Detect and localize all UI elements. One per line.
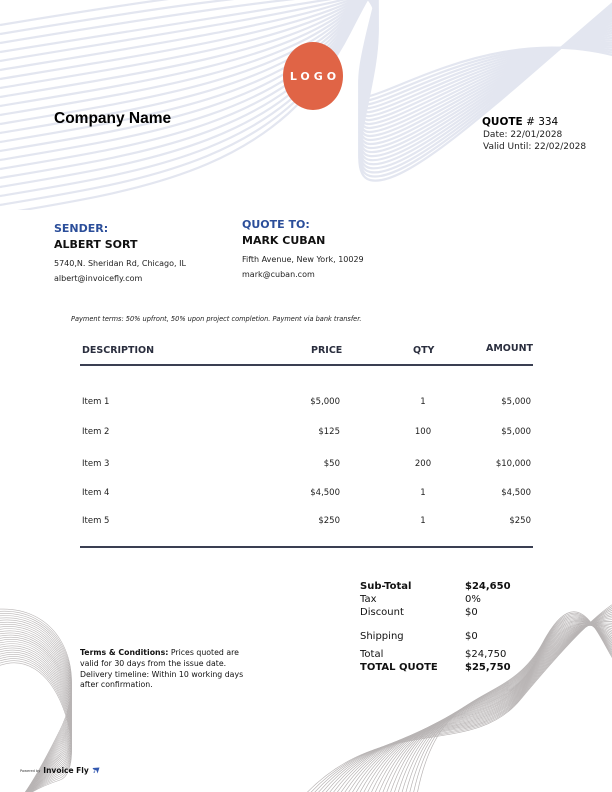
sender-address: 5740,N. Sheridan Rd, Chicago, IL [54, 259, 186, 268]
sender-label: SENDER: [54, 222, 109, 235]
company-name: Company Name [54, 110, 172, 127]
cell-qty: 1 [420, 488, 426, 498]
cell-description: Item 4 [82, 488, 110, 498]
quote-number-value: # 334 [526, 116, 559, 128]
powered-by-label: Powered by [20, 768, 41, 773]
company-logo [283, 42, 343, 110]
recipient-address: Fifth Avenue, New York, 10029 [242, 255, 364, 264]
quote-label: QUOTE [482, 116, 523, 128]
cell-description: Item 1 [82, 397, 110, 407]
cell-qty: 1 [420, 397, 426, 407]
table-header-rule [80, 364, 533, 366]
cell-amount: $4,500 [501, 488, 531, 498]
shipping-value: $0 [465, 631, 478, 642]
quote-number [482, 116, 586, 128]
terms-label: Terms & Conditions: [80, 648, 169, 657]
grand-total-value: $25,750 [465, 662, 511, 673]
shipping-label: Shipping [360, 631, 404, 642]
sender-email: albert@invoicefly.com [54, 274, 143, 283]
subtotal-row [360, 580, 511, 593]
column-header-price: PRICE [311, 345, 343, 356]
quote-meta [482, 116, 586, 152]
quote-valid-until: Valid Until: 22/02/2028 [483, 142, 587, 152]
recipient-name: MARK CUBAN [242, 234, 326, 247]
brand-name: Invoice Fly [43, 766, 89, 775]
sender-block [54, 222, 186, 283]
total-value: $24,750 [465, 649, 507, 660]
invoice-fly-logo-icon [92, 767, 100, 774]
totals-block [360, 580, 511, 674]
cell-amount: $10,000 [495, 459, 531, 469]
cell-qty: 100 [414, 427, 432, 437]
tax-label: Tax [360, 594, 377, 605]
subtotal-value: $24,650 [465, 581, 511, 592]
grand-total-row [360, 661, 511, 674]
logo-text: LOGO [289, 69, 341, 83]
tax-value: 0% [465, 594, 481, 605]
cell-price: $50 [323, 459, 340, 469]
cell-qty: 200 [414, 459, 432, 469]
column-header-amount: AMOUNT [486, 343, 534, 354]
cell-price: $5,000 [310, 397, 340, 407]
cell-price: $250 [318, 516, 340, 526]
tax-row [360, 593, 511, 606]
cell-description: Item 5 [82, 516, 110, 526]
total-row [360, 648, 511, 661]
cell-qty: 1 [420, 516, 426, 526]
cell-amount: $250 [509, 516, 531, 526]
shipping-row [360, 630, 511, 643]
total-label: Total [360, 649, 384, 660]
payment-terms: Payment terms: 50% upfront, 50% upon project completion. Payment via bank transfer. [71, 315, 362, 323]
discount-label: Discount [360, 607, 404, 618]
grand-total-label: TOTAL QUOTE [360, 662, 438, 673]
column-header-qty: QTY [413, 345, 435, 356]
recipient-label: QUOTE TO: [242, 218, 310, 231]
discount-value: $0 [465, 607, 478, 618]
cell-amount: $5,000 [501, 397, 531, 407]
cell-price: $125 [318, 427, 340, 437]
cell-description: Item 3 [82, 459, 110, 469]
subtotal-label: Sub-Total [360, 581, 412, 592]
column-header-description: DESCRIPTION [82, 345, 155, 356]
sender-name: ALBERT SORT [54, 238, 138, 251]
powered-by-footer [20, 766, 100, 775]
recipient-email: mark@cuban.com [242, 270, 315, 279]
cell-description: Item 2 [82, 427, 110, 437]
cell-price: $4,500 [310, 488, 340, 498]
terms-text: Prices quoted are valid for 30 days from the issue date. Delivery timeline: Within 10 working days after confirmation. [80, 648, 244, 690]
table-footer-rule [80, 546, 533, 548]
cell-amount: $5,000 [501, 427, 531, 437]
terms-and-conditions [80, 648, 260, 691]
recipient-block [242, 218, 364, 279]
discount-row [360, 606, 511, 619]
quote-date: Date: 22/01/2028 [483, 130, 563, 140]
